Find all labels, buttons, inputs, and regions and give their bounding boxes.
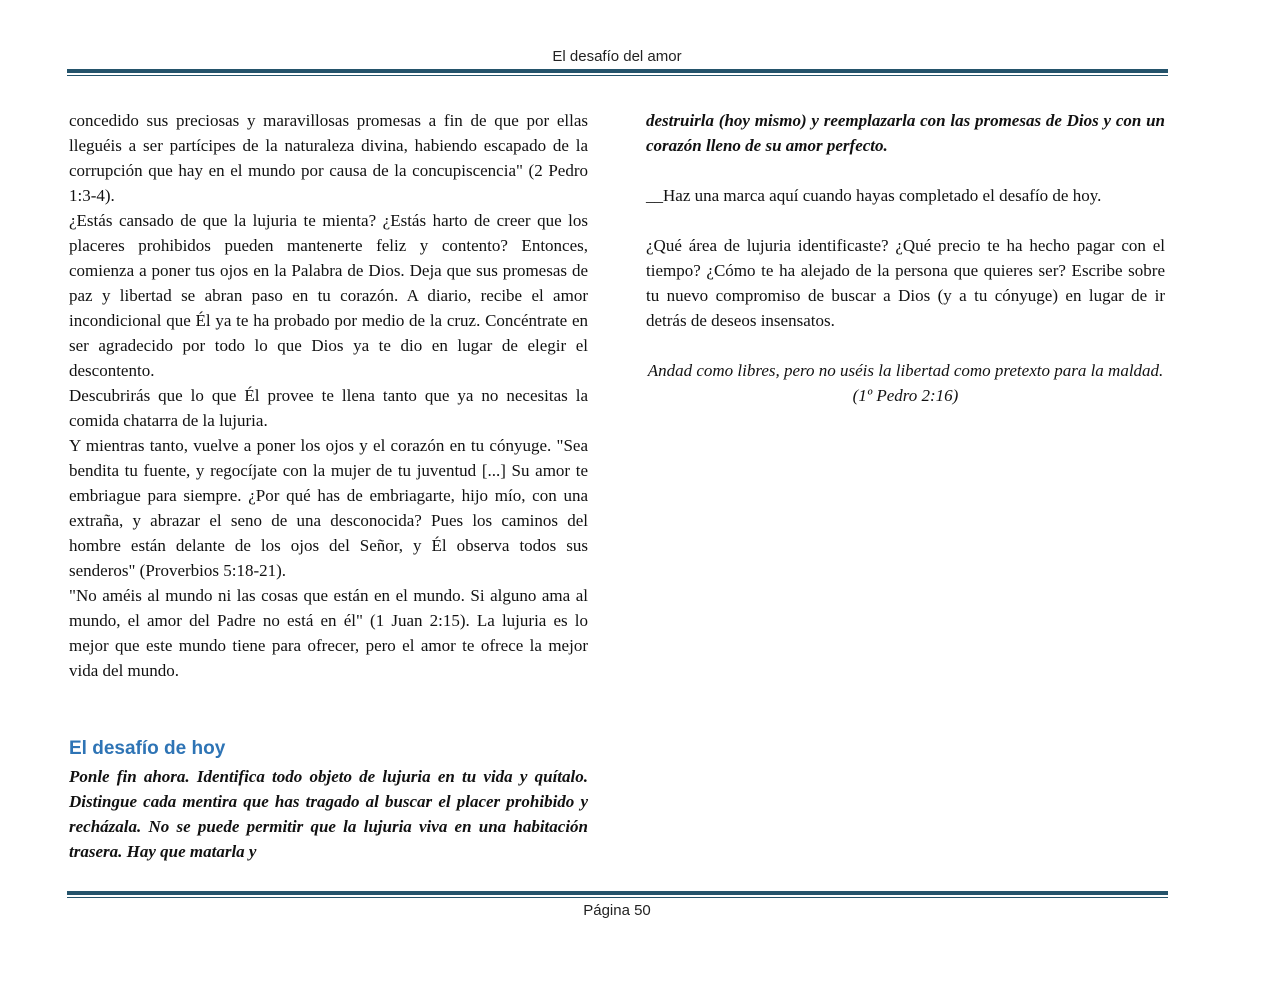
checkmark-line: __Haz una marca aquí cuando hayas completado el desafío de hoy. [646, 186, 1102, 205]
footer-rule [67, 891, 1168, 898]
scripture-quote: Andad como libres, pero no uséis la libertad como pretexto para la maldad. (1º Pedro 2:16) [647, 361, 1164, 405]
page-number: Página 50 [583, 902, 651, 919]
body-paragraph: Descubrirás que lo que Él provee te llena tanto que ya no necesitas la comida chatarra de la lujuria. [69, 386, 588, 430]
header-rule [67, 69, 1168, 76]
body-paragraph: ¿Estás cansado de que la lujuria te mienta? ¿Estás harto de creer que los placeres prohibidos pueden mantenerte feliz y contento? Entonces, comienza a poner tus ojos en la Palabra de Dios. Deja que sus promesas de paz y libertad se abran paso en tu corazón. A diario, recibe el amor incondicional que Él ya te ha probado por medio de la cruz. Concéntrate en ser agradecido por todo lo que Dios ya te dio en lugar de elegir el descontento. [69, 211, 588, 380]
reflection-paragraph: ¿Qué área de lujuria identificaste? ¿Qué precio te ha hecho pagar con el tiempo? ¿Cómo te ha alejado de la persona que quieres ser? Escribe sobre tu nuevo compromiso de buscar a Dios (y a tu cónyuge) en lugar de ir detrás de deseos insensatos. [646, 236, 1165, 330]
body-paragraph: "No améis al mundo ni las cosas que están en el mundo. Si alguno ama al mundo, el amor del Padre no está en él" (1 Juan 2:15). La lujuria es lo mejor que este mundo tiene para ofrecer, pero el amor te ofrece la mejor vida del mundo. [69, 586, 588, 680]
challenge-continuation: destruirla (hoy mismo) y reemplazarla con las promesas de Dios y con un corazón lleno de su amor perfecto. [646, 111, 1165, 155]
body-paragraph: Y mientras tanto, vuelve a poner los ojos y el corazón en tu cónyuge. "Sea bendita tu fuente, y regocíjate con la mujer de tu juventud [...] Su amor te embriague para siempre. ¿Por qué has de embriagarte, hijo mío, con una extraña, y abrazar el seno de una desconocida? Pues los caminos del hombre están delante de los ojos del Señor, y Él observa todos sus senderos" (Proverbios 5:18-21). [69, 436, 588, 580]
left-column [69, 108, 588, 864]
section-heading: El desafío de hoy [69, 738, 226, 759]
running-header-title: El desafío del amor [552, 48, 682, 65]
right-column [646, 108, 1165, 408]
body-paragraph: concedido sus preciosas y maravillosas promesas a fin de que por ellas lleguéis a ser partícipes de la naturaleza divina, habiendo escapado de la corrupción que hay en el mundo por causa de la concupiscencia" (2 Pedro 1:3-4). [69, 111, 588, 205]
challenge-text: Ponle fin ahora. Identifica todo objeto de lujuria en tu vida y quítalo. Distingue cada mentira que has tragado al buscar el placer prohibido y recházala. No se puede permitir que la lujuria viva en una habitación trasera. Hay que matarla y [69, 767, 588, 861]
